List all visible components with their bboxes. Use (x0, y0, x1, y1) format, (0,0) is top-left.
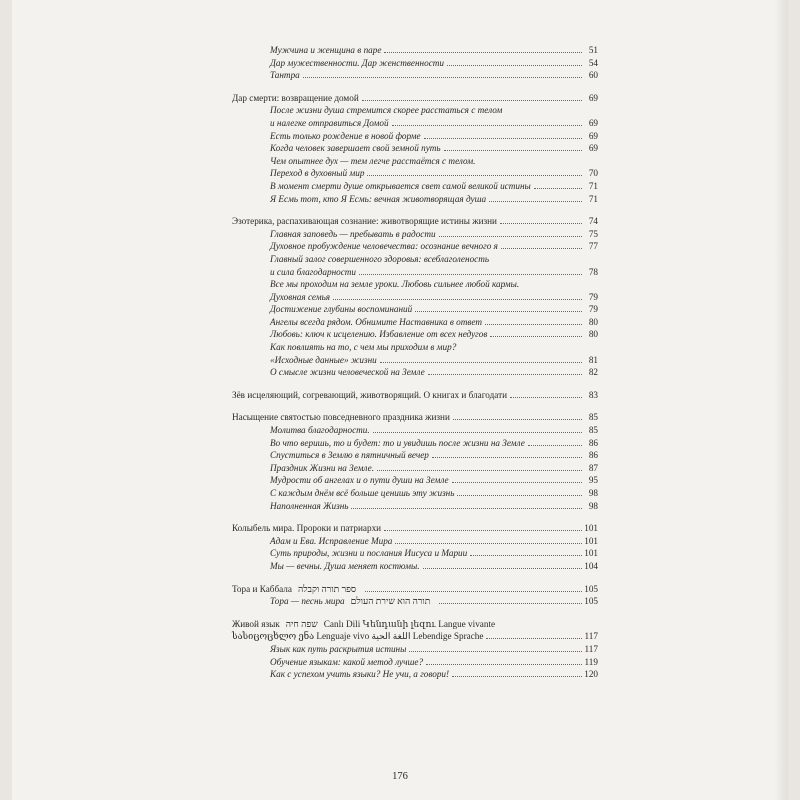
dot-leader (457, 494, 582, 496)
toc-page-number: 85 (588, 412, 598, 423)
toc-entry-title: Наполненная Жизнь (270, 500, 349, 511)
toc-entry-title: Главный залог совершенного здоровья: всеблаголеность (270, 253, 490, 264)
toc-subentry[interactable] (232, 291, 598, 304)
toc-page-number: 71 (588, 193, 598, 204)
toc-page-number: 101 (584, 548, 598, 559)
toc-chapter-entry[interactable] (232, 618, 598, 631)
toc-page-number: 77 (588, 241, 598, 252)
toc-subentry[interactable] (232, 316, 598, 329)
toc-entry-title: Насыщение святостью повседневного праздника жизни (232, 412, 450, 423)
toc-page-number: 105 (584, 596, 598, 607)
toc-entry-title: Тора и Каббала (232, 583, 292, 594)
dot-leader (470, 554, 582, 556)
toc-entry-title: Как повлиять на то, с чем мы приходим в мир? (270, 342, 457, 353)
toc-page-number: 79 (588, 304, 598, 315)
dot-leader (365, 590, 582, 592)
toc-entry-title: Дар мужественности. Дар женственности (270, 57, 444, 68)
toc-subentry[interactable] (232, 303, 598, 316)
toc-page-number: 95 (588, 475, 598, 486)
toc-entry-title: и налегке отправиться Домой (270, 117, 389, 128)
toc-page-number: 70 (588, 168, 598, 179)
toc-entry-title: Адам и Ева. Исправление Мира (270, 535, 393, 546)
toc-entry-title: Тора — песнь мира (270, 596, 345, 607)
toc-section (232, 44, 598, 82)
dot-leader (500, 222, 582, 224)
dot-leader (490, 335, 582, 337)
toc-chapter-entry[interactable] (232, 92, 598, 105)
dot-leader (489, 200, 582, 202)
dot-leader (485, 323, 582, 325)
toc-subentry[interactable] (232, 560, 598, 573)
toc-page-number: 80 (588, 329, 598, 340)
toc-entry-title: Молитва благодарности. (270, 425, 370, 436)
dot-leader (444, 149, 582, 151)
dot-leader (439, 235, 582, 237)
toc-chapter-entry[interactable] (232, 583, 598, 596)
toc-page-number: 69 (588, 143, 598, 154)
toc-chapter-entry[interactable] (232, 522, 598, 535)
toc-page-number: 119 (584, 656, 598, 667)
dot-leader (501, 247, 582, 249)
toc-subentry[interactable] (232, 180, 598, 193)
toc-page-number: 98 (588, 488, 598, 498)
toc-entry-title: Колыбель мира. Пророки и патриархи (232, 523, 382, 534)
toc-entry-title: Есть только рождение в новой форме (270, 130, 421, 141)
toc-entry-hebrew: שפה חיה (285, 618, 318, 629)
toc-entry-title: Духовное пробуждение человечества: осознание вечного я (270, 241, 498, 252)
dot-leader (423, 567, 582, 569)
toc-page-number: 71 (588, 180, 598, 191)
dot-leader (528, 444, 582, 446)
toc-page-number: 81 (588, 354, 598, 365)
dot-leader (303, 76, 582, 78)
toc-section (232, 389, 598, 402)
page-spine-shadow (774, 0, 788, 800)
toc-subentry[interactable] (232, 240, 598, 253)
toc-subentry[interactable] (232, 44, 598, 57)
toc-subentry[interactable] (232, 167, 598, 180)
toc-entry-title: «Исходные данные» жизни (270, 354, 377, 365)
toc-entry-multilingual: Canlı Dili Կենդանի լեզու Langue vivante (323, 618, 496, 629)
dot-leader (409, 650, 582, 652)
toc-subentry[interactable] (232, 278, 598, 291)
toc-subentry[interactable] (232, 668, 598, 681)
toc-subentry[interactable] (232, 142, 598, 155)
toc-subentry[interactable] (232, 104, 598, 117)
toc-entry-title: Чем опытнее дух — тем легче расстаётся с телом. (270, 155, 476, 166)
dot-leader (384, 51, 582, 53)
toc-subentry[interactable] (232, 500, 598, 513)
toc-entry-title: Все мы проходим на земле уроки. Любовь сильнее любой кармы. (270, 279, 520, 290)
toc-page-number: 54 (588, 57, 598, 68)
toc-page-number: 101 (584, 535, 598, 546)
toc-section (232, 92, 598, 205)
toc-entry-title: О смысле жизни человеческой на Земле (270, 367, 425, 378)
toc-page-number: 79 (588, 291, 598, 302)
toc-subentry[interactable] (232, 228, 598, 241)
toc-page-number: 104 (584, 560, 598, 571)
dot-leader (447, 64, 582, 66)
toc-page-number: 120 (584, 669, 598, 680)
dot-leader (395, 542, 582, 544)
dot-leader (452, 481, 582, 483)
toc-subentry[interactable] (232, 643, 598, 656)
toc-entry-title: Мы — вечны. Душа меняет костюмы. (270, 560, 420, 571)
toc-entry-title: Переход в духовный мир (270, 168, 365, 179)
toc-entry-hebrew: ספר תורה וקבלה (297, 583, 357, 594)
toc-entry-title: Спуститься в Землю в пятничный вечер (270, 450, 429, 461)
toc-subentry[interactable] (232, 449, 598, 462)
dot-leader (373, 431, 582, 433)
toc-section (232, 618, 598, 681)
dot-leader (428, 373, 582, 375)
toc-subentry[interactable] (232, 595, 598, 608)
toc-entry-title: Во что веришь, то и будет: то и увидишь после жизни на Земле (270, 437, 525, 448)
toc-page-number: 117 (584, 631, 598, 642)
toc-page-number: 80 (588, 316, 598, 327)
toc-chapter-entry[interactable] (232, 630, 598, 643)
toc-section (232, 215, 598, 379)
toc-entry-title: Эзотерика, распахивающая сознание: животворящие истины жизни (232, 216, 497, 227)
toc-subentry[interactable] (232, 656, 598, 669)
dot-leader (333, 298, 582, 300)
toc-page-number: 98 (588, 500, 598, 511)
toc-chapter-entry[interactable] (232, 411, 598, 424)
toc-entry-title: После жизни душа стремится скорее расстаться с телом (270, 105, 503, 116)
toc-entry-title: Язык как путь раскрытия истины (270, 643, 407, 654)
toc-entry-title: Суть природы, жизни и послания Иисуса и Марии (270, 548, 468, 559)
toc-page-number: 85 (588, 425, 598, 436)
toc-chapter-entry[interactable] (232, 215, 598, 228)
toc-entry-title: Мудрости об ангелах и о пути души на Земле (270, 475, 449, 486)
dot-leader (439, 602, 582, 604)
toc-chapter-entry[interactable] (232, 389, 598, 402)
dot-leader (424, 137, 582, 139)
toc-subentry[interactable] (232, 266, 598, 279)
toc-subentry[interactable] (232, 341, 598, 354)
toc-entry-title: Когда человек завершает свой земной путь (270, 143, 441, 154)
toc-subentry[interactable] (232, 57, 598, 70)
toc-entry-title: Духовная семья (270, 291, 331, 302)
toc-entry-title: Обучение языкам: какой метод лучше? (270, 656, 424, 667)
dot-leader (432, 456, 582, 458)
toc-page-number: 105 (584, 583, 598, 594)
toc-subentry[interactable] (232, 487, 598, 500)
toc-entry-title: Праздник Жизни на Земле. (270, 462, 375, 473)
dot-leader (452, 675, 582, 677)
page-number: 176 (392, 771, 408, 782)
toc-page-number: 117 (584, 643, 598, 654)
toc-entry-title: и сила благодарности (270, 266, 357, 277)
toc-entry-hebrew: תורה הוא שירת העולם (350, 596, 431, 607)
toc-subentry[interactable] (232, 424, 598, 437)
toc-page-number: 78 (588, 266, 598, 277)
toc-page-number: 60 (588, 70, 598, 81)
dot-leader (486, 637, 582, 639)
toc-page-number: 75 (588, 228, 598, 239)
toc-entry-title: В момент смерти душе открывается свет самой великой истины (270, 180, 531, 191)
toc-page-number: 74 (588, 216, 598, 227)
dot-leader (384, 529, 582, 531)
toc-page-number: 83 (588, 389, 598, 400)
toc-entry-title: Достижение глубины воспоминаний (270, 304, 413, 315)
toc-subentry[interactable] (232, 474, 598, 487)
dot-leader (392, 124, 582, 126)
dot-leader (534, 187, 582, 189)
toc-entry-title: Любовь: ключ к исцелению. Избавление от всех недугов (270, 329, 488, 340)
toc-subentry[interactable] (232, 547, 598, 560)
toc-subentry[interactable] (232, 253, 598, 266)
toc-subentry[interactable] (232, 462, 598, 475)
toc-subentry[interactable] (232, 437, 598, 450)
toc-entry-title: Главная заповедь — пребывать в радости (270, 228, 436, 239)
toc-entry-title: Тантра (270, 70, 300, 81)
toc-page-number: 69 (588, 92, 598, 103)
toc-section (232, 522, 598, 572)
toc-entry-title: С каждым днём всё больше ценишь эту жизнь (270, 488, 455, 498)
toc-entry-title: Зёв исцеляющий, согревающий, животворящий. О книгах и благодати (232, 389, 508, 400)
toc-subentry[interactable] (232, 155, 598, 168)
toc-page-number: 51 (588, 45, 598, 55)
toc-subentry[interactable] (232, 130, 598, 143)
toc-entry-title: Мужчина и женщина в паре (270, 45, 382, 55)
dot-leader (453, 418, 582, 420)
toc-subentry[interactable] (232, 354, 598, 367)
toc-section (232, 411, 598, 512)
toc-page-number: 86 (588, 437, 598, 448)
dot-leader (510, 396, 582, 398)
toc-page-number: 101 (584, 523, 598, 534)
toc-subentry[interactable] (232, 366, 598, 379)
dot-leader (377, 469, 582, 471)
toc-entry-title: Ангелы всегда рядом. Обнимите Наставника в ответ (270, 316, 482, 327)
toc-subentry[interactable] (232, 193, 598, 206)
dot-leader (380, 361, 582, 363)
toc-entry-title: Живой язык (232, 618, 280, 629)
dot-leader (359, 273, 582, 275)
dot-leader (426, 663, 582, 665)
toc-page-number: 82 (588, 367, 598, 378)
toc-subentry[interactable] (232, 328, 598, 341)
dot-leader (362, 99, 582, 101)
dot-leader (351, 507, 582, 509)
toc-entry-title: Дар смерти: возвращение домой (232, 92, 359, 103)
dot-leader (367, 174, 582, 176)
toc-page-number: 87 (588, 462, 598, 473)
toc-page-number: 69 (588, 130, 598, 141)
toc-section (232, 583, 598, 608)
toc-page-number: 69 (588, 117, 598, 128)
toc-subentry[interactable] (232, 69, 598, 82)
toc-entry-title: Как с успехом учить языки? Не учи, а говори! (270, 669, 450, 680)
dot-leader (415, 310, 582, 312)
toc-subentry[interactable] (232, 535, 598, 548)
toc-entry-title: Я Есмь тот, кто Я Есмь: вечная животворящая душа (270, 193, 487, 204)
toc-subentry[interactable] (232, 117, 598, 130)
toc-page-number: 86 (588, 450, 598, 461)
table-of-contents (232, 44, 598, 691)
toc-entry-title: სასიცოცხლო ენა Lenguaje vivo اللغة الحية Lebendige Sprache (232, 631, 484, 642)
